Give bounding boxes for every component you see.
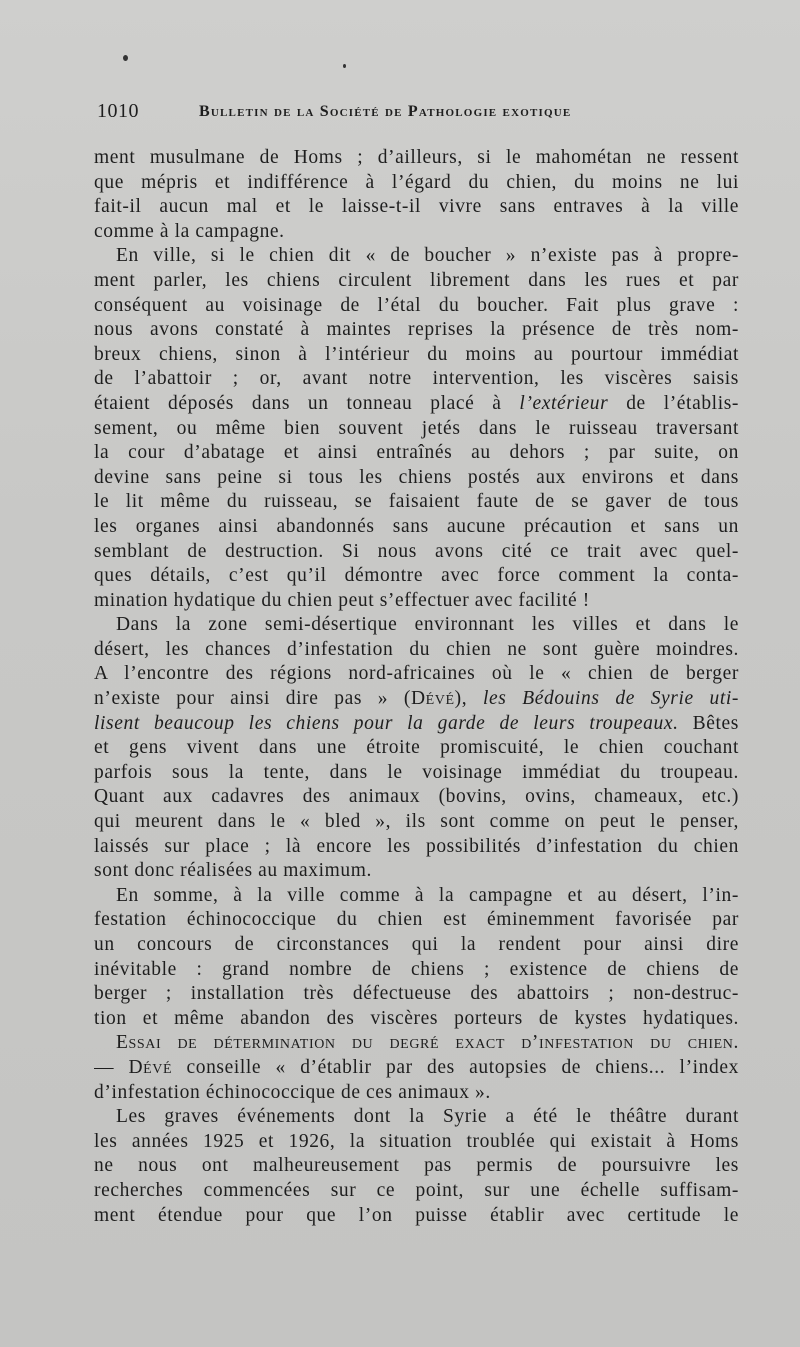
text-segment: ), [454,688,483,710]
text-segment: Bêtes [678,712,739,734]
text-segment: Dévé [410,688,455,710]
text-line: les organes ainsi abandonnés sans aucune précaution et sans un [94,515,739,537]
text-line: parfois sous la tente, dans le voisinage immédiat du troupeau. [94,761,739,783]
text-line: qui meurent dans le « bled », ils sont comme on peut le penser, [94,811,739,833]
text-line: ment parler, les chiens circulent librement dans les rues et par [94,269,739,291]
text-line: En ville, si le chien dit « de boucher » n’existe pas à propre- [116,245,739,267]
text-line [94,1056,739,1081]
text-line: inévitable : grand nombre de chiens ; existence de chiens de [94,958,739,980]
text-line: fait-il aucun mal et le laisse-t-il vivre sans entraves à la ville [94,196,739,218]
page-number: 1010 [97,100,139,122]
text-line: Quant aux cadavres des animaux (bovins, ovins, chameaux, etc.) [94,786,739,808]
text-line: ne nous ont malheureusement pas permis de poursuivre les [94,1155,739,1177]
text-line: semblant de destruction. Si nous avons cité ce trait avec quel- [94,540,739,562]
text-line: comme à la campagne. [94,220,285,242]
text-line: recherches commencées sur ce point, sur une échelle suffisam- [94,1179,739,1201]
text-line: de l’abattoir ; or, avant notre intervention, les viscères saisis [94,368,739,390]
body-text [94,146,739,1228]
text-line: et gens vivent dans une étroite promiscuité, le chien couchant [94,737,739,759]
text-line [94,392,739,417]
text-line: nous avons constaté à maintes reprises la présence de très nom- [94,319,739,341]
text-line: désert, les chances d’infestation du chien ne sont guère moindres. [94,638,739,660]
text-line: ques détails, c’est qu’il démontre avec force comment la conta- [94,565,739,587]
text-line: berger ; installation très défectueuse des abattoirs ; non-destruc- [94,983,739,1005]
text-segment: lisent beaucoup les chiens pour la garde de leurs troupeaux. [94,712,679,734]
text-segment: Essai de détermination du degré exact d’infestation du chien. [116,1032,739,1054]
text-line [94,1031,739,1056]
text-line: mination hydatique du chien peut s’effectuer avec facilité ! [94,589,590,611]
text-segment: étaient déposés dans un tonneau placé à [94,392,520,414]
text-line: que mépris et indifférence à l’égard du chien, du moins ne lui [94,171,739,193]
text-line: devine sans peine si tous les chiens postés aux environs et dans [94,466,739,488]
text-line: le lit même du ruisseau, se faisaient faute de se gaver de tous [94,491,739,513]
text-line: les années 1925 et 1926, la situation troublée qui existait à Homs [94,1130,739,1152]
text-line: un concours de circonstances qui la rendent pour ainsi dire [94,934,739,955]
page-header [97,100,737,126]
text-line: Les graves événements dont la Syrie a été le théâtre durant [116,1106,739,1128]
text-line: breux chiens, sinon à l’intérieur du moins au pourtour immédiat [94,343,739,365]
text-segment: — [94,1056,129,1078]
text-line [94,712,739,737]
text-line: festation échinococcique du chien est éminemment favorisée par [94,909,739,931]
text-line: sement, ou même bien souvent jetés dans le ruisseau traversant [94,417,739,439]
text-line: d’infestation échinococcique de ces animaux ». [94,1081,491,1103]
text-line: A l’encontre des régions nord-africaines où le « chien de berger [94,663,739,685]
text-line: Dans la zone semi-désertique environnant les villes et dans le [116,614,739,636]
ink-speck [123,55,128,61]
text-segment: n’existe pour ainsi dire pas » ( [94,688,411,710]
text-line: sont donc réalisées au maximum. [94,860,372,882]
text-segment: de l’établis- [608,392,739,414]
text-line: tion et même abandon des viscères porteurs de kystes hydatiques. [94,1007,739,1029]
text-segment: Dévé [128,1056,173,1078]
text-line: conséquent au voisinage de l’étal du boucher. Fait plus grave : [94,294,739,316]
text-line: ment étendue pour que l’on puisse établir avec certitude le [94,1204,739,1226]
text-segment: les Bédouins de Syrie uti- [483,688,739,710]
text-segment: conseille « d’établir par des autopsies de chiens... l’index [172,1056,739,1078]
ink-speck [343,64,346,68]
text-segment: l’extérieur [519,392,609,414]
text-line: ment musulmane de Homs ; d’ailleurs, si le mahométan ne ressent [94,147,739,168]
text-line: En somme, à la ville comme à la campagne et au désert, l’in- [116,884,739,906]
text-line: la cour d’abatage et ainsi entraînés au dehors ; par suite, on [94,442,739,464]
text-line: laissés sur place ; là encore les possibilités d’infestation du chien [94,835,739,857]
text-line [94,687,739,712]
running-title: Bulletin de la Société de Pathologie exotique [199,103,572,120]
